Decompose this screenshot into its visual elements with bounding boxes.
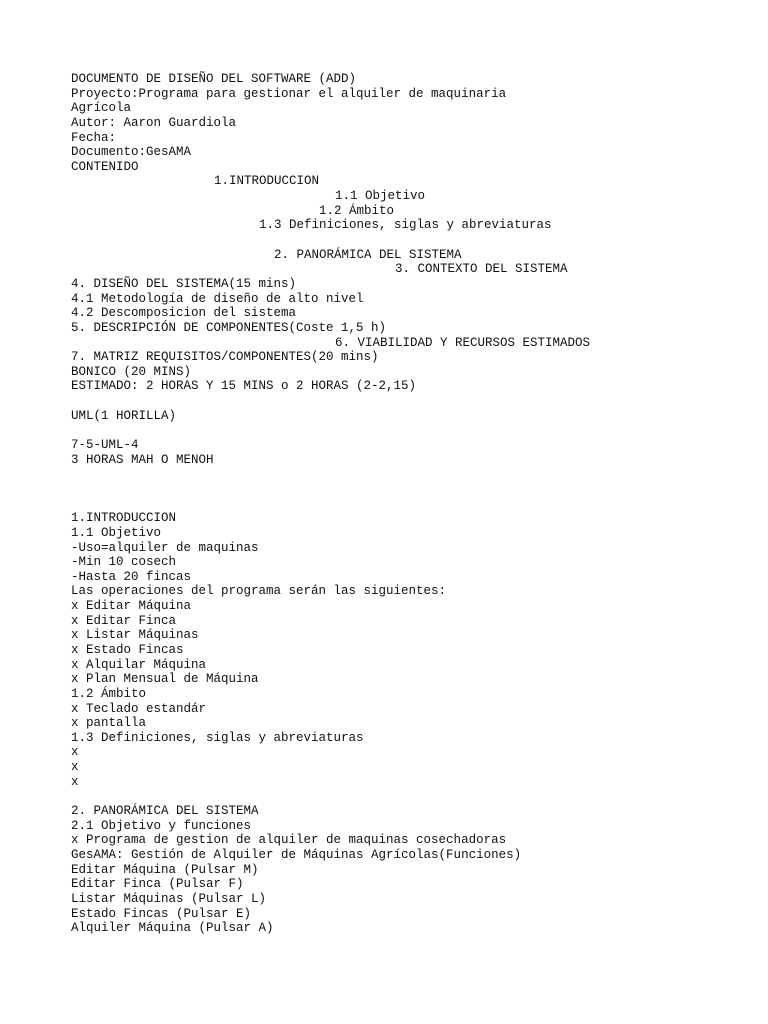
section-heading-intro: 1.INTRODUCCION [71, 511, 177, 526]
list-item: Las operaciones del programa serán las siguientes: [71, 584, 447, 599]
list-item: GesAMA: Gestión de Alquiler de Máquinas Agrícolas(Funciones) [71, 847, 522, 862]
list-item: Listar Máquinas (Pulsar L) [71, 891, 267, 906]
note-uml: UML(1 HORILLA) [71, 408, 177, 423]
overview-lines-list [71, 833, 751, 935]
project-line-continued: Agrícola [71, 101, 132, 116]
toc-entry-intro: 1.INTRODUCCION [214, 174, 320, 189]
spacer [71, 394, 751, 409]
date-line: Fecha: [71, 130, 117, 145]
list-item: Editar Finca (Pulsar F) [71, 877, 244, 892]
spacer [71, 789, 751, 804]
list-item: Editar Máquina (Pulsar M) [71, 862, 259, 877]
list-item: x [71, 760, 79, 775]
toc-entry-bonico: BONICO (20 MINS) [71, 364, 192, 379]
list-item: x [71, 774, 79, 789]
project-line: Proyecto:Programa para gestionar el alquiler de maquinaria [71, 86, 507, 101]
spacer [71, 233, 751, 248]
document-id-line: Documento:GesAMA [71, 145, 192, 160]
scope-lines-list [71, 702, 751, 731]
list-item: x [71, 745, 79, 760]
list-item: x Alquilar Máquina [71, 657, 207, 672]
list-item: Estado Fincas (Pulsar E) [71, 906, 252, 921]
list-item: x Programa de gestion de alquiler de maquinas cosechadoras [71, 833, 507, 848]
toc-entry-viability: 6. VIABILIDAD Y RECURSOS ESTIMADOS [335, 335, 591, 350]
toc-entry-scope: 1.2 Ámbito [319, 203, 395, 218]
toc-entry-estimate: ESTIMADO: 2 HORAS Y 15 MINS o 2 HORAS (2-2,15) [71, 379, 417, 394]
list-item: x pantalla [71, 716, 147, 731]
toc-entry-definitions: 1.3 Definiciones, siglas y abreviaturas [259, 218, 552, 233]
toc-entry-decomposition: 4.2 Descomposicion del sistema [71, 306, 297, 321]
subsection-heading-scope: 1.2 Ámbito [71, 686, 147, 701]
list-item: x Plan Mensual de Máquina [71, 672, 259, 687]
toc-entry-matrix: 7. MATRIZ REQUISITOS/COMPONENTES(20 mins) [71, 350, 379, 365]
list-item: -Min 10 cosech [71, 555, 177, 570]
note-hours: 3 HORAS MAH O MENOH [71, 452, 214, 467]
section-heading-overview: 2. PANORÁMICA DEL SISTEMA [71, 804, 259, 819]
subsection-heading-definitions: 1.3 Definiciones, siglas y abreviaturas [71, 730, 364, 745]
toc-entry-overview: 2. PANORÁMICA DEL SISTEMA [274, 247, 462, 262]
contents-label: CONTENIDO [71, 159, 139, 174]
toc-entry-objective: 1.1 Objetivo [335, 189, 426, 204]
list-item: -Hasta 20 fincas [71, 569, 192, 584]
list-item: x Editar Finca [71, 613, 177, 628]
subsection-heading-objective: 1.1 Objetivo [71, 525, 162, 540]
spacer [71, 423, 751, 438]
list-item: x Estado Fincas [71, 643, 184, 657]
toc-entry-components: 5. DESCRIPCIÓN DE COMPONENTES(Coste 1,5 h) [71, 320, 387, 335]
toc-entry-methodology: 4.1 Metodología de diseño de alto nivel [71, 291, 364, 306]
list-item: Alquiler Máquina (Pulsar A) [71, 921, 274, 936]
list-item: x Listar Máquinas [71, 628, 199, 643]
spacer [71, 467, 751, 511]
definition-lines-list [71, 745, 751, 789]
subsection-heading-functions: 2.1 Objetivo y funciones [71, 818, 252, 833]
list-item: -Uso=alquiler de maquinas [71, 540, 259, 555]
author-line: Autor: Aaron Guardiola [71, 115, 237, 130]
list-item: x Editar Máquina [71, 599, 192, 614]
note-code: 7-5-UML-4 [71, 438, 139, 453]
toc-entry-context: 3. CONTEXTO DEL SISTEMA [395, 262, 568, 277]
list-item: x Teclado estandár [71, 701, 207, 716]
document-title: DOCUMENTO DE DISEÑO DEL SOFTWARE (ADD) [71, 72, 357, 86]
intro-lines-list [71, 541, 751, 687]
document-body [71, 72, 751, 936]
toc-entry-design: 4. DISEÑO DEL SISTEMA(15 mins) [71, 276, 297, 291]
